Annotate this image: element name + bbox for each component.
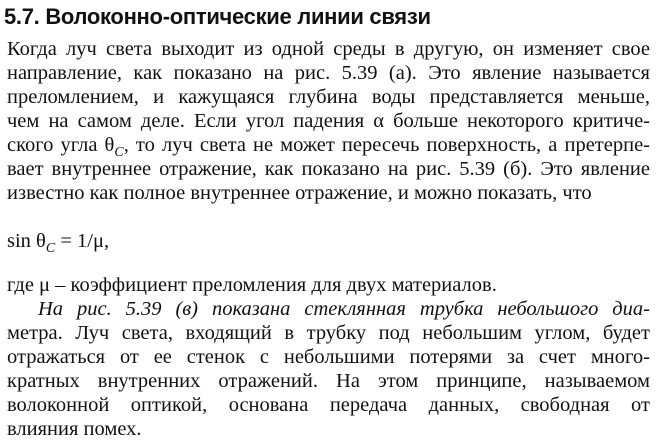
paragraph3-line4: кратных внутренних отражений. На этом принципе, называемом (7, 370, 650, 392)
paragraph1-line7: известно как полное внутреннее отражение, и можно показать, что (7, 182, 592, 204)
line5-start: ского угла θ (7, 134, 115, 156)
paragraph3-line1: На рис. 5.39 (в) показана стеклянная трубка небольшого диа- (38, 298, 650, 320)
section-title: Волоконно-оптические линии связи (45, 4, 431, 29)
paragraph3-line3: отражаться от ее стенок с небольшими потерями за счет много- (7, 346, 650, 368)
section-number: 5.7. (4, 4, 40, 29)
section-heading (4, 4, 431, 30)
formula-left: sin θ (7, 230, 46, 252)
formula-right: = 1/μ, (55, 230, 110, 252)
formula-subscript: C (45, 241, 56, 256)
theta-subscript: C (114, 145, 124, 160)
paragraph3-line5: волоконной оптикой, основана передача данных, свободная от (7, 394, 650, 416)
paragraph1-line1: Когда луч света выходит из одной среды в другую, он изменяет свое (7, 38, 650, 60)
paragraph2-line1: где μ – коэффициент преломления для двух материалов. (7, 274, 497, 296)
paragraph1-line4: чем на самом деле. Если угол падения α больше некоторого критиче- (7, 110, 650, 132)
paragraph3-line2: метра. Луч света, входящий в трубку под небольшим углом, будет (7, 322, 650, 344)
paragraph1-line2: направление, как показано на рис. 5.39 (а). Это явление называется (7, 62, 650, 84)
formula (7, 229, 110, 256)
paragraph1-line5 (7, 133, 650, 160)
paragraph1-line6: вает внутреннее отражение, как показано на рис. 5.39 (б). Это явление (7, 158, 650, 180)
line5-end: , то луч света не может пересечь поверхность, а претерпе- (123, 134, 650, 156)
paragraph1-line3: преломлением, и кажущаяся глубина воды представляется меньше, (7, 86, 650, 108)
paragraph3-line6: влияния помех. (7, 418, 142, 440)
